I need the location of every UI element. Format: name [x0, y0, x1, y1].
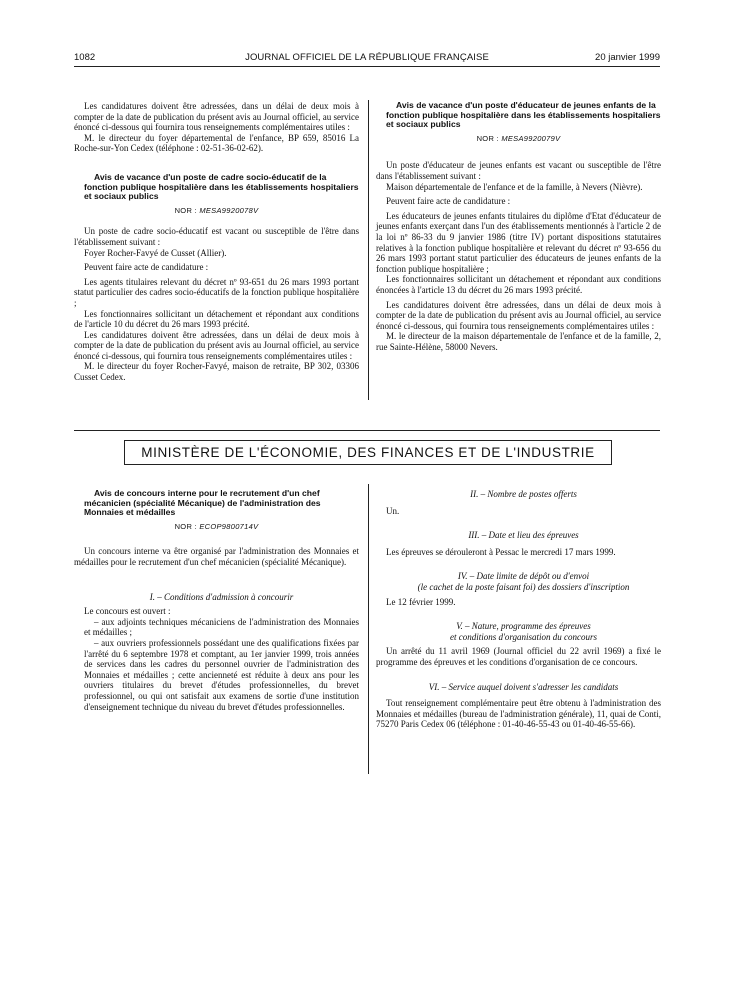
paragraph: Un concours interne va être organisé par l'administration des Monnaies et médailles pour le recrutement d'un chef mécanicien (spécialité Mécanique).: [74, 546, 359, 567]
section-title: VI. – Service auquel doivent s'adresser les candidats: [428, 681, 619, 692]
paragraph: M. le directeur du foyer Rocher-Favyé, maison de retraite, BP 302, 03306 Cusset Cedex.: [74, 361, 359, 383]
paragraph: Un arrêté du 11 avril 1969 (Journal officiel du 22 avril 1969) a fixé le programme des épreuves et les conditions d'organisation de ce concours.: [376, 646, 661, 667]
journal-title: JOURNAL OFFICIEL DE LA RÉPUBLIQUE FRANÇAISE: [245, 52, 489, 63]
nor-code: MESA9920078V: [199, 205, 259, 215]
paragraph: Un.: [386, 505, 400, 516]
paragraph: Les agents titulaires relevant du décret nº 93-651 du 26 mars 1993 portant statut particulier des cadres socio-éducatifs de la fonction publique hospitalière ;: [74, 276, 359, 308]
paragraph: Foyer Rocher-Favyé de Cusset (Allier).: [84, 247, 227, 258]
section-title: II. – Nombre de postes offerts: [470, 489, 577, 499]
nor-reference: [74, 206, 359, 217]
header-rule: [74, 66, 660, 67]
notice-title: Avis de vacance d'un poste de cadre socio-éducatif de la fonction publique hospitalière dans les établissements hospitaliers et sociaux publics: [84, 171, 359, 202]
issue-date: 20 janvier 1999: [595, 52, 660, 63]
ministry-banner: MINISTÈRE DE L'ÉCONOMIE, DES FINANCES ET DE L'INDUSTRIE: [124, 440, 612, 465]
notice-title: Avis de concours interne pour le recrutement d'un chef mécanicien (spécialité Mécanique) de l'administration des Monnaies et médailles: [84, 488, 321, 518]
paragraph: Le 12 février 1999.: [386, 596, 456, 607]
paragraph: Les fonctionnaires sollicitant un détachement et répondant aux conditions énoncées à l'article 13 du décret du 26 mars 1993 précité.: [376, 274, 661, 295]
nor-code: MESA9920079V: [501, 133, 561, 143]
paragraph: Les candidatures doivent être adressées, dans un délai de deux mois à compter de la date de publication du présent avis au Journal officiel, au service énoncé ci-dessous, qui fournira tous renseignements complémentaires utiles :: [376, 299, 661, 331]
paragraph: Les fonctionnaires sollicitant un détachement et répondant aux conditions de l'article 10 du décret du 26 mars 1993 précité.: [74, 308, 359, 330]
paragraph: M. le directeur de la maison départementale de l'enfance et de la famille, 2, rue Sainte-Hélène, 58000 Nevers.: [376, 331, 661, 352]
section-title: I. – Conditions d'admission à concourir: [149, 591, 294, 602]
paragraph: Un poste d'éducateur de jeunes enfants est vacant ou susceptible de l'être dans l'établissement suivant :: [376, 160, 661, 181]
paragraph: Un poste de cadre socio-éducatif est vacant ou susceptible de l'être dans l'établissement suivant :: [74, 226, 359, 247]
column-divider-top: [368, 100, 369, 400]
paragraph: Peuvent faire acte de candidature :: [84, 262, 209, 273]
list-item: – aux adjoints techniques mécaniciens de l'administration des Monnaies et médailles ;: [84, 616, 359, 638]
column-divider-bottom: [368, 484, 369, 774]
running-header: [74, 52, 660, 66]
paragraph: Peuvent faire acte de candidature :: [386, 196, 511, 207]
list-item: – aux ouvriers professionnels possédant une des qualifications fixées par l'arrêté du 6 septembre 1978 et comptant, au 1er janvier 1999, trois années de services dans les cadres du personnel ouvrier de l'administration des Monnaies et médailles ; cette ancienneté est réduite à deux ans pour les ouvriers titulaires du brevet d'études professionnelles, du brevet professionnel, ou qui ont satisfait aux examens de sortie d'une institution d'enseignement technique du niveau du brevet d'études professionnelles.: [84, 637, 359, 712]
nor-reference: [376, 134, 661, 145]
paragraph: Le concours est ouvert :: [84, 606, 171, 617]
nor-label: NOR :: [476, 133, 499, 143]
nor-label: NOR :: [174, 205, 197, 215]
nor-label: NOR :: [174, 521, 197, 531]
paragraph: Les candidatures doivent être adressées, dans un délai de deux mois à compter de la date de publication du présent avis au Journal officiel, au service énoncé ci-dessous qui fournira tous renseignements complémentaires utiles :: [74, 101, 359, 133]
section-title: III. – Date et lieu des épreuves: [468, 530, 579, 541]
paragraph: Les éducateurs de jeunes enfants titulaires du diplôme d'Etat d'éducateur de jeunes enfants exerçant dans l'un des établissements mentionnés à l'article 2 de la loi nº 86-33 du 9 janvier 1986 (titre IV) portant dispositions statutaires relatives à la fonction publique hospitalière et relevant du décret nº 93-656 du 26 mars 1993 portant statut particulier des éducateurs de jeunes enfants de la fonction publique hospitalière ;: [376, 210, 661, 274]
nor-reference: [74, 522, 359, 533]
section-rule: [74, 430, 660, 431]
paragraph: Les épreuves se dérouleront à Pessac le mercredi 17 mars 1999.: [386, 546, 616, 557]
section-subtitle: (le cachet de la poste faisant foi) des dossiers d'inscription: [417, 581, 630, 592]
paragraph: M. le directeur du foyer départemental de l'enfance, BP 659, 85016 La Roche-sur-Yon Cedex (téléphone : 02-51-36-02-62).: [74, 132, 359, 154]
section-subtitle: et conditions d'organisation du concours: [449, 631, 598, 642]
nor-code: ECOP9800714V: [199, 521, 259, 531]
section-title: IV. – Date limite de dépôt ou d'envoi: [457, 571, 590, 582]
notice-title: Avis de vacance d'un poste d'éducateur de jeunes enfants de la fonction publique hospitalière dans les établissements hospitaliers et sociaux publics: [386, 100, 661, 130]
paragraph: Tout renseignement complémentaire peut être obtenu à l'administration des Monnaies et médailles (bureau de l'administration générale), 11, quai de Conti, 75270 Paris Cedex 06 (téléphone : 01-40-46-55-43 ou 01-40-46-55-66).: [376, 698, 661, 730]
section-title: V. – Nature, programme des épreuves: [456, 621, 591, 632]
paragraph: Les candidatures doivent être adressées, dans un délai de deux mois à compter de la date de publication du présent avis au Journal officiel, au service énoncé ci-dessous, qui fournira tous renseignements complémentaires utiles :: [74, 329, 359, 361]
bottom-left-column: [74, 489, 359, 712]
top-right-column: [376, 101, 661, 352]
paragraph: Maison départementale de l'enfance et de la famille, à Nevers (Nièvre).: [386, 181, 643, 192]
page-number: 1082: [74, 52, 96, 63]
bottom-right-column: [376, 489, 661, 730]
top-left-column: [74, 101, 359, 383]
